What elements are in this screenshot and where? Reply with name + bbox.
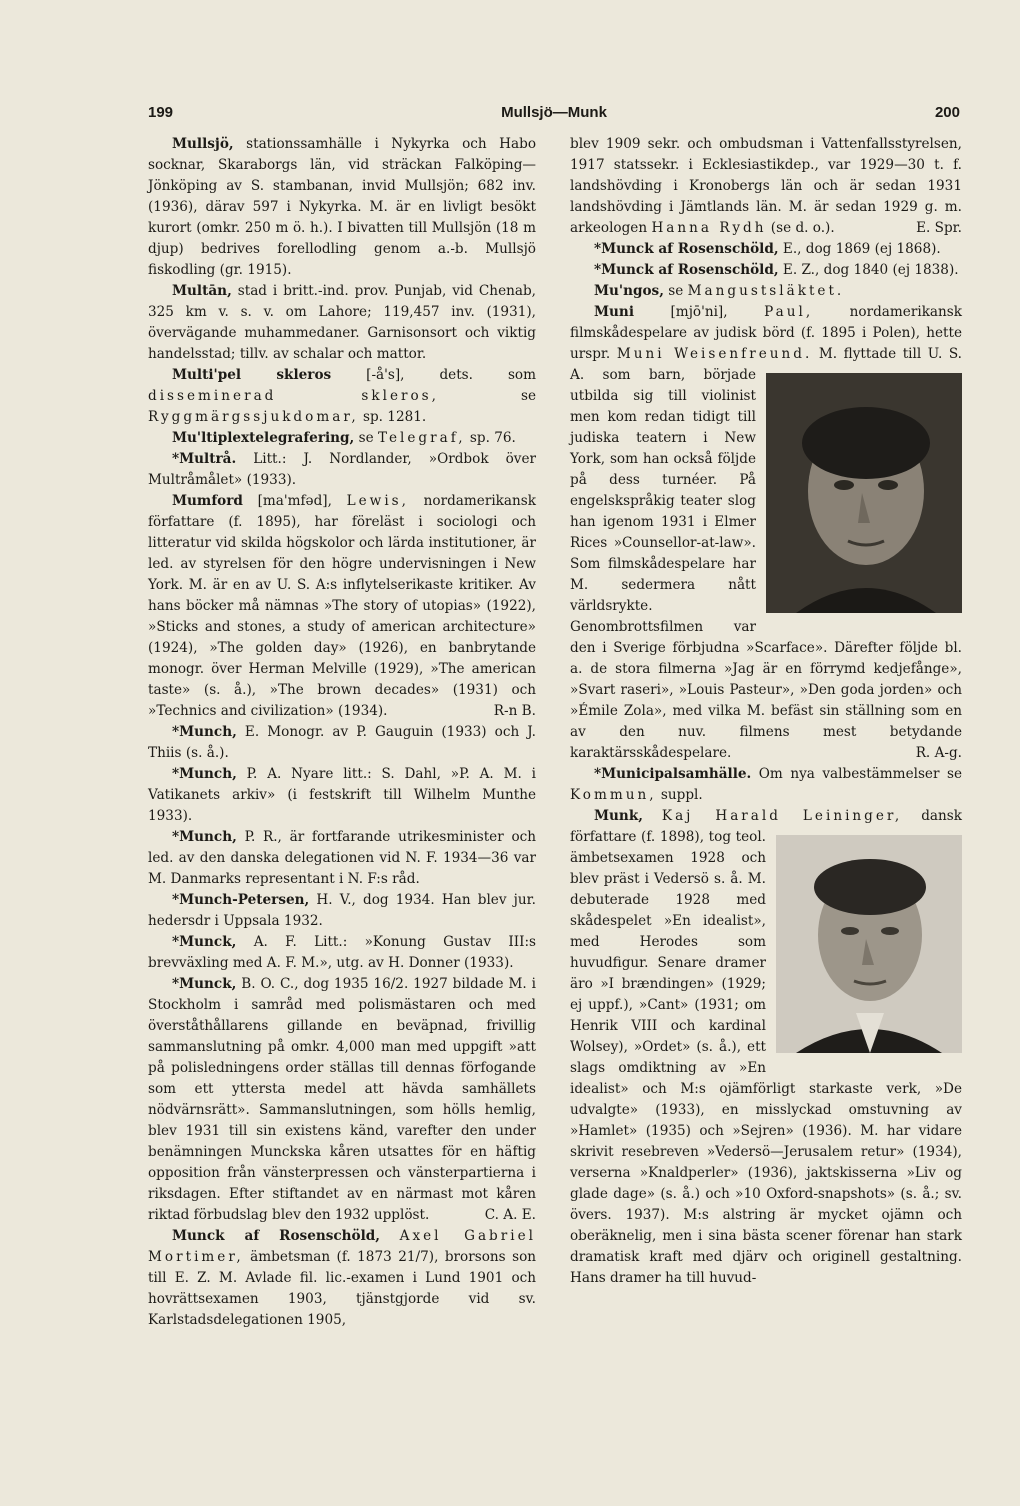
author-signature: E. Spr. bbox=[916, 220, 962, 236]
entry-text: nordamerikansk författare (f. 1895), har föreläst i sociologi och litteratur vid skilda högskolor och lärda institutioner, är led. av styrelsen för den högre undervisningen i New York. M. är en av U. S. A:s inflytelserikaste kritiker. Av hans böcker må nämnas »The story of utopias» (1922), »Sticks and stones, a study of american architecture» (1924), »The golden day» (1926), en banbrytande monogr. över Herman Melville (1929), »The american taste» (s. å.), »The brown decades» (1931) och »Technics and civilization» (1934). bbox=[148, 493, 536, 719]
person-name: Lewis, bbox=[346, 493, 409, 509]
entry-muni bbox=[570, 302, 962, 764]
entry-text: (se d. o.). bbox=[770, 220, 835, 236]
entry-text: se bbox=[520, 388, 536, 404]
entry-text: sp. 1281. bbox=[362, 409, 427, 425]
entry-text: 1927 bildade M. i Stockholm i samråd med polismästaren och med överståthållarens gillande en beväpnad, frivillig sammanslutning på omkr. 4,000 man med uppgift »att på polisledningens order ställas till dennas förfogande som ett yttersta medel att hävda samhällets nödvärnsrätt». Sammanslutningen, som hölls hemlig, blev 1931 till sin existens känd, varefter den under benämningen Munckska kåren utsattes för en häftig opposition från vänsterpressen och vänsterpartierna i riksdagen. Efter stiftandet av en närmast mot kåren riktad förbudslag blev den 1932 upplöst. bbox=[148, 976, 536, 1223]
person-name: Axel Gabriel Mortimer, bbox=[148, 1228, 536, 1265]
running-title: Mullsjö—Munk bbox=[501, 104, 607, 121]
headword: Multān, bbox=[172, 283, 232, 299]
author-signature: R. A-g. bbox=[915, 745, 962, 761]
left-column bbox=[148, 134, 536, 1331]
headword: Munk, bbox=[594, 808, 643, 824]
entry-continuation bbox=[570, 134, 962, 239]
entry-munck-af bbox=[148, 932, 536, 974]
page-number-right: 200 bbox=[934, 104, 960, 121]
entry-munck-rosenschold-e bbox=[570, 239, 962, 260]
entry-text: nordamerikansk filmskådespelare av judisk börd (f. 1895 i Polen), hette urspr. bbox=[570, 304, 963, 362]
entry-text: Om nya valbestämmelser se bbox=[758, 766, 963, 782]
entry-text: [-å's], dets. som bbox=[366, 367, 536, 383]
right-column bbox=[570, 134, 962, 1289]
entry-munk bbox=[570, 806, 962, 1289]
entry-munch-pr bbox=[148, 827, 536, 890]
portrait-photo-kaj-munk bbox=[776, 835, 962, 1053]
entry-text: se bbox=[358, 430, 374, 446]
author-signature: R-n B. bbox=[493, 703, 536, 719]
headword: Muni bbox=[594, 304, 634, 320]
entry-multan bbox=[148, 281, 536, 365]
entry-munch-e bbox=[148, 722, 536, 764]
headword: *Munch, bbox=[172, 766, 237, 782]
entry-text: [ma'mfəd], bbox=[257, 493, 332, 509]
headword: Mullsjö, bbox=[172, 136, 234, 152]
person-name: Muni Weisenfreund. bbox=[616, 346, 813, 362]
entry-text: [mjō'ni], bbox=[670, 304, 728, 320]
cross-reference: disseminerad skleros, bbox=[148, 388, 439, 404]
entry-text: A. F. Litt.: »Konung Gustav III:s brevväxling med A. F. M.», utg. av H. Donner (1933). bbox=[148, 934, 537, 971]
author-signature: C. A. E. bbox=[484, 1207, 536, 1223]
entry-text: ämbetsman (f. 1873 bbox=[250, 1249, 392, 1265]
portrait-icon bbox=[776, 835, 962, 1053]
cross-reference: Kommun, bbox=[570, 787, 657, 803]
entry-text: M. flyttade till U. S. A. som barn, började utbilda sig till violinist men kom redan tidigt till judiska teatern i New York, som han också följde på dess turnéer. På engelskspråkig teater slog han igenom 1931 i Elmer Rices »Counsellor-at-law». Som filmskådespelare har M. sedermera nått världsrykte. Genombrottsfilmen var den i Sverige förbjudna »Scarface». Därefter följde bl. a. de stora filmerna »Jag är en förrymd kedjefånge», »Svart raseri», »Louis Pasteur», »Den goda jorden» och »Émile Zola», med vilka M. befäst sin ställning som en av den nuv. filmens mest betydande karaktärsskådespelare. bbox=[570, 346, 963, 761]
entry-munch-petersen bbox=[148, 890, 536, 932]
entry-text: stad i britt.-ind. prov. Punjab, vid Chenab, 325 km v. s. v. om Lahore; 119,457 inv. (1931), övervägande muhammedaner. Garnisonsort och viktig handelsstad; tillv. av schalar och mattor. bbox=[148, 283, 536, 362]
headword: Multi'pel skleros bbox=[172, 367, 332, 383]
date-fraction: 21/7), bbox=[398, 1249, 439, 1265]
entry-text: E., dog 1869 (ej 1868). bbox=[782, 241, 941, 257]
person-name: Paul, bbox=[764, 304, 814, 320]
entry-munck-rosenschold-ez bbox=[570, 260, 962, 281]
person-name: Kaj Harald Leininger, bbox=[661, 808, 903, 824]
cross-reference: Ryggmärgssjukdomar, bbox=[148, 409, 359, 425]
entry-text: stationssamhälle i Nykyrka och Habo socknar, Skaraborgs län, vid sträckan Falköping—Jönköping av S. stambanan, invid Mullsjön; 682 inv. (1936), därav 597 i Nykyrka. M. är en livligt besökt kurort (omkr. 250 m ö. h.). I bivatten till Mullsjön (18 m djup) bedrives forellodling genom a.-b. Mullsjö fiskodling (gr. 1915). bbox=[148, 136, 537, 278]
entry-text: brorsons son till E. Z. M. Avlade fil. lic.-examen i Lund 1901 och hovrättsexamen 1903, tjänstgjorde vid sv. Karlstadsdelegationen 1905, bbox=[148, 1249, 537, 1328]
entry-text: dansk författare (f. 1898), tog teol. ämbetsexamen 1928 och blev präst i Vedersö s. å. M. debuterade 1928 med skådespelet »En idealist», med Herodes som huvudfigur. Senare dramer äro »I brændingen» (1929; ej uppf.), »Cant» (1931; om Henrik VIII och kardinal Wolsey), »Ordet» (s. å.), ett slags omdiktning av »En idealist» och M:s ojämförligt starkaste verk, »De udvalgte» (1933), en misslyckad omstuvning av »Hamlet» (1935) och »Sejren» (1936). M. har vidare skrivit resebreven »Vedersö—Jerusalem retur» (1934), verserna »Knaldperler» (1936), jaktskisserna »Liv og glade dage» (s. å.) och »10 Oxford-snapshots» (s. å.; sv. övers. 1937). M:s alstring är mycket ojämn och oberäknelig, men i sina bästa scener förenar han stark dramatisk kraft med djärv och originell gestaltning. Hans dramer ha till huvud- bbox=[570, 808, 962, 1286]
entry-text: Litt.: J. Nordlander, »Ordbok över Multråmålet» (1933). bbox=[148, 451, 536, 488]
portrait-icon bbox=[766, 373, 962, 613]
headword: *Munck, bbox=[172, 976, 237, 992]
cross-reference: Telegraf, bbox=[377, 430, 466, 446]
entry-mungos bbox=[570, 281, 962, 302]
headword: *Munch-Petersen, bbox=[172, 892, 310, 908]
headword: *Munch, bbox=[172, 829, 237, 845]
headword: Mu'ltiplextelegrafering, bbox=[172, 430, 355, 446]
entry-multra bbox=[148, 449, 536, 491]
entry-text: sp. 76. bbox=[469, 430, 516, 446]
portrait-photo-paul-muni bbox=[766, 373, 962, 613]
person-name: Hanna Rydh bbox=[651, 220, 767, 236]
headword: *Municipalsamhälle. bbox=[594, 766, 752, 782]
entry-text: B. O. C., dog 1935 bbox=[241, 976, 369, 992]
entry-text: E. Z., dog 1840 (ej 1838). bbox=[782, 262, 959, 278]
headword: *Munck af Rosenschöld, bbox=[594, 241, 779, 257]
entry-municipalsamhalle bbox=[570, 764, 962, 806]
entry-multipel-skleros bbox=[148, 365, 536, 428]
headword: Munck af Rosenschöld, bbox=[172, 1228, 381, 1244]
entry-mumford bbox=[148, 491, 536, 722]
page-number-left: 199 bbox=[148, 104, 174, 121]
headword: *Multrå. bbox=[172, 451, 237, 467]
entry-munch-pa bbox=[148, 764, 536, 827]
headword: *Munck, bbox=[172, 934, 237, 950]
entry-munck-bo bbox=[148, 974, 536, 1226]
page-header bbox=[148, 104, 960, 126]
headword: Mu'ngos, bbox=[594, 283, 664, 299]
entry-text: blev 1909 sekr. och ombudsman i Vattenfallsstyrelsen, 1917 statssekr. i Ecklesiastikdep., var 1929—30 t. f. landshövding i Kronobergs län och är sedan 1931 landshövding i Jämtlands län. M. är sedan 1929 g. m. arkeologen bbox=[570, 136, 962, 236]
entry-mullsjo bbox=[148, 134, 536, 281]
entry-munck-rosenschold-axel bbox=[148, 1226, 536, 1331]
headword: Mumford bbox=[172, 493, 243, 509]
cross-reference: Mangustsläktet. bbox=[687, 283, 845, 299]
date-fraction: 16/2. bbox=[373, 976, 409, 992]
entry-text: H. V., dog 1934. Han blev jur. hedersdr i Uppsala 1932. bbox=[148, 892, 536, 929]
entry-text: se bbox=[668, 283, 684, 299]
entry-text: P. R., är fortfarande utrikesminister och led. av den danska delegationen vid N. F. 1934—36 var M. Danmarks representant i N. F:s råd. bbox=[148, 829, 536, 887]
entry-multiplextelegrafering bbox=[148, 428, 536, 449]
headword: *Munck af Rosenschöld, bbox=[594, 262, 779, 278]
entry-text: suppl. bbox=[660, 787, 703, 803]
headword: *Munch, bbox=[172, 724, 237, 740]
entry-text: P. A. Nyare litt.: S. Dahl, »P. A. M. i Vatikanets arkiv» (i festskrift till Wilhelm Munthe 1933). bbox=[148, 766, 536, 824]
entry-text: E. Monogr. av P. Gauguin (1933) och J. Thiis (s. å.). bbox=[148, 724, 536, 761]
